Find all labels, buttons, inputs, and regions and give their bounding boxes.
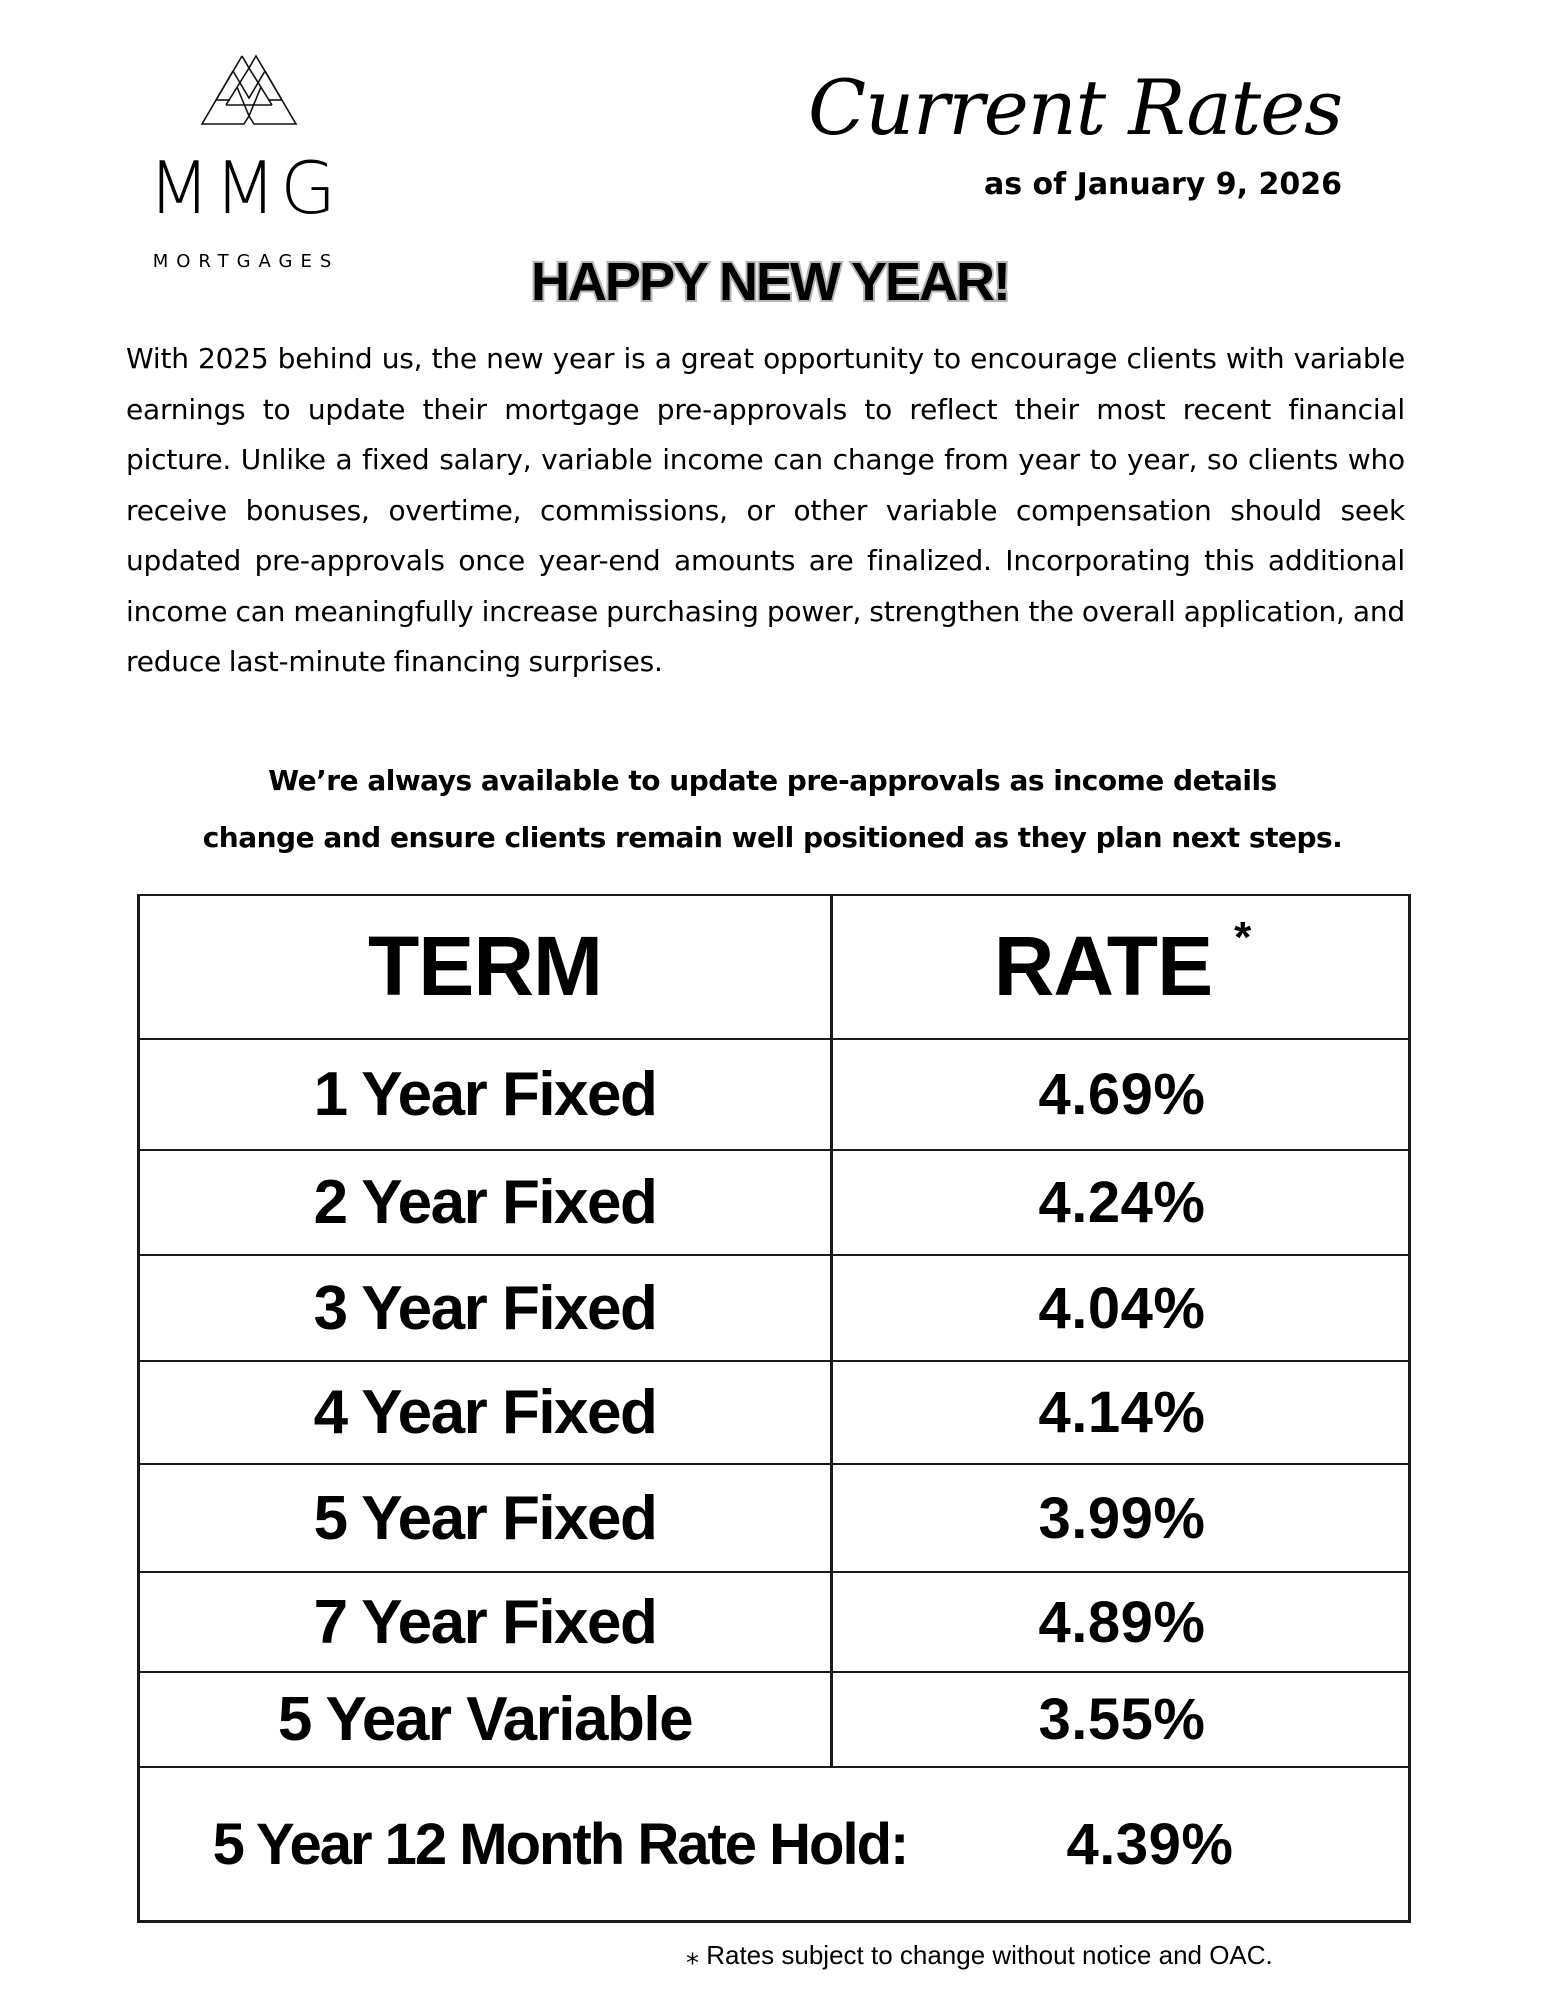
term-cell: 7 Year Fixed	[313, 1587, 657, 1657]
triangle-logo-icon	[200, 54, 298, 126]
rates-table	[137, 894, 1411, 1923]
as-of-date: as of January 9, 2026	[984, 167, 1343, 202]
rate-cell: 4.14%	[1038, 1380, 1206, 1445]
term-cell: 5 Year Fixed	[313, 1483, 657, 1553]
rate-asterisk-marker: *	[1234, 913, 1251, 962]
rate-hold-label: 5 Year 12 Month Rate Hold:	[212, 1811, 908, 1877]
callout-line-2: change and ensure clients remain well positioned as they plan next steps.	[202, 821, 1343, 854]
callout-line-1: We’re always available to update pre-approvals as income details	[268, 764, 1277, 797]
callout-text	[130, 752, 1415, 866]
logo-subtitle: MORTGAGES	[152, 251, 340, 272]
rate-cell: 3.99%	[1038, 1485, 1206, 1551]
disclaimer-footnote: ⁎ Rates subject to change without notice and OAC.	[686, 1940, 1273, 1970]
term-cell: 2 Year Fixed	[313, 1168, 657, 1237]
header-term: TERM	[368, 918, 602, 1013]
page-title: Current Rates	[808, 63, 1343, 152]
rate-hold-value: 4.39%	[1066, 1811, 1234, 1877]
rate-cell: 4.04%	[1038, 1275, 1206, 1341]
term-cell: 3 Year Fixed	[313, 1273, 657, 1343]
logo-wordmark: MMG	[147, 146, 341, 230]
rate-cell: 4.24%	[1038, 1170, 1206, 1235]
term-cell: 5 Year Variable	[277, 1685, 693, 1754]
header-rate-cell	[833, 894, 1411, 1038]
term-cell: 1 Year Fixed	[313, 1060, 657, 1129]
header-rate: RATE	[993, 918, 1213, 1013]
rate-cell: 4.89%	[1038, 1589, 1206, 1655]
term-cell: 4 Year Fixed	[313, 1378, 657, 1447]
intro-paragraph: With 2025 behind us, the new year is a great opportunity to encourage clients with variable earnings to update their mortgage pre-approvals to reflect their most recent financial picture. Unlike a fixed salary, variable income can change from year to year, so clients who receive bonuses, overtime, commissions, or other variable compensation should seek updated pre-approvals once year-end amounts are finalized. Incorporating this additional income can meaningfully increase purchasing power, strengthen the overall application, and reduce last-minute financing surprises.	[126, 342, 1405, 678]
rate-cell: 4.69%	[1038, 1062, 1206, 1127]
greeting-heading: HAPPY NEW YEAR!	[530, 252, 1010, 312]
rate-cell: 3.55%	[1038, 1687, 1206, 1752]
